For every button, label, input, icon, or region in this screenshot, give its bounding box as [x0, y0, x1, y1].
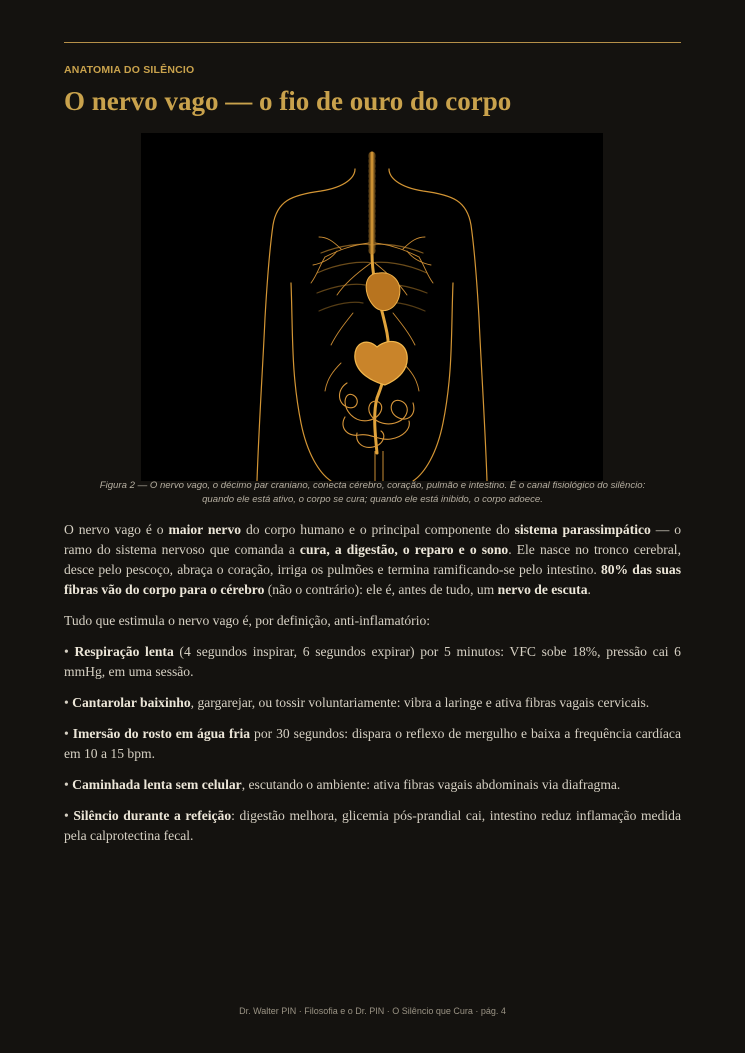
torso-left	[291, 283, 331, 481]
vagus-nerve-illustration	[141, 133, 603, 481]
list-item-title: Imersão do rosto em água fria	[72, 726, 251, 741]
body-text	[64, 520, 681, 857]
emphasis: nervo de escuta	[497, 582, 588, 597]
emphasis: cura, a digestão, o reparo e o sono	[299, 542, 509, 557]
list-item: • Respiração lenta (4 segundos inspirar, 6 segundos expirar) por 5 minutos: VFC sobe 18%, pressão cai 6 mmHg, em uma sessão.	[64, 644, 681, 679]
page-footer: Dr. Walter PIN · Filosofia e o Dr. PIN · O Silêncio que Cura · pág. 4	[239, 1006, 506, 1016]
emphasis: maior nervo	[168, 522, 242, 537]
list-item-title: Caminhada lenta sem celular	[72, 777, 242, 792]
caption-line-2: quando ele está ativo, o corpo se cura; quando ele está inibido, o corpo adoece.	[202, 494, 543, 505]
header-rule	[64, 42, 681, 43]
list-item: • Cantarolar baixinho, gargarejar, ou tossir voluntariamente: vibra a laringe e ativa fibras vagais cervicais.	[64, 695, 650, 710]
caption-line-1: Figura 2 — O nervo vago, o décimo par craniano, conecta cérebro, coração, pulmão e intestino. É o canal fisiológico do silêncio:	[99, 480, 646, 491]
list-item: • Silêncio durante a refeição: digestão melhora, glicemia pós-prandial cai, intestino reduz inflamação medida pela calprotectina fecal.	[64, 808, 681, 843]
list-item: • Imersão do rosto em água fria por 30 segundos: dispara o reflexo de mergulho e baixa a frequência cardíaca em 10 a 15 bpm.	[64, 726, 681, 761]
figure-caption	[64, 479, 681, 507]
emphasis: sistema parassimpático	[514, 522, 651, 537]
page-title: O nervo vago — o fio de ouro do corpo	[64, 86, 512, 116]
list-item-title: Cantarolar baixinho	[72, 695, 191, 710]
heart	[355, 341, 407, 385]
section-label: ANATOMIA DO SILÊNCIO	[64, 64, 195, 76]
lead-paragraph: Tudo que estimula o nervo vago é, por definição, anti-inflamatório:	[64, 613, 431, 628]
torso-right	[413, 283, 453, 481]
upper-organ	[366, 273, 400, 311]
emphasis: 80% das suas fibras vão do corpo para o cérebro	[64, 562, 681, 597]
list-item: • Caminhada lenta sem celular, escutando o ambiente: ativa fibras vagais abdominais via diafragma.	[64, 777, 621, 792]
intro-paragraph: O nervo vago é o maior nervo do corpo humano e o principal componente do sistema parassimpático — o ramo do sistema nervoso que comanda a cura, a digestão, o reparo e o sono. Ele nasce no tronco cerebral, desce pelo pescoço, abraça o coração, irriga os pulmões e termina ramificando-se pelo intestino. 80% das suas fibras vão do corpo para o cérebro (não o contrário): ele é, antes de tudo, um nervo de escuta.	[64, 522, 682, 597]
body-outline-left	[257, 169, 355, 481]
list-item-title: Respiração lenta	[74, 644, 174, 659]
list-item-title: Silêncio durante a refeição	[73, 808, 232, 823]
